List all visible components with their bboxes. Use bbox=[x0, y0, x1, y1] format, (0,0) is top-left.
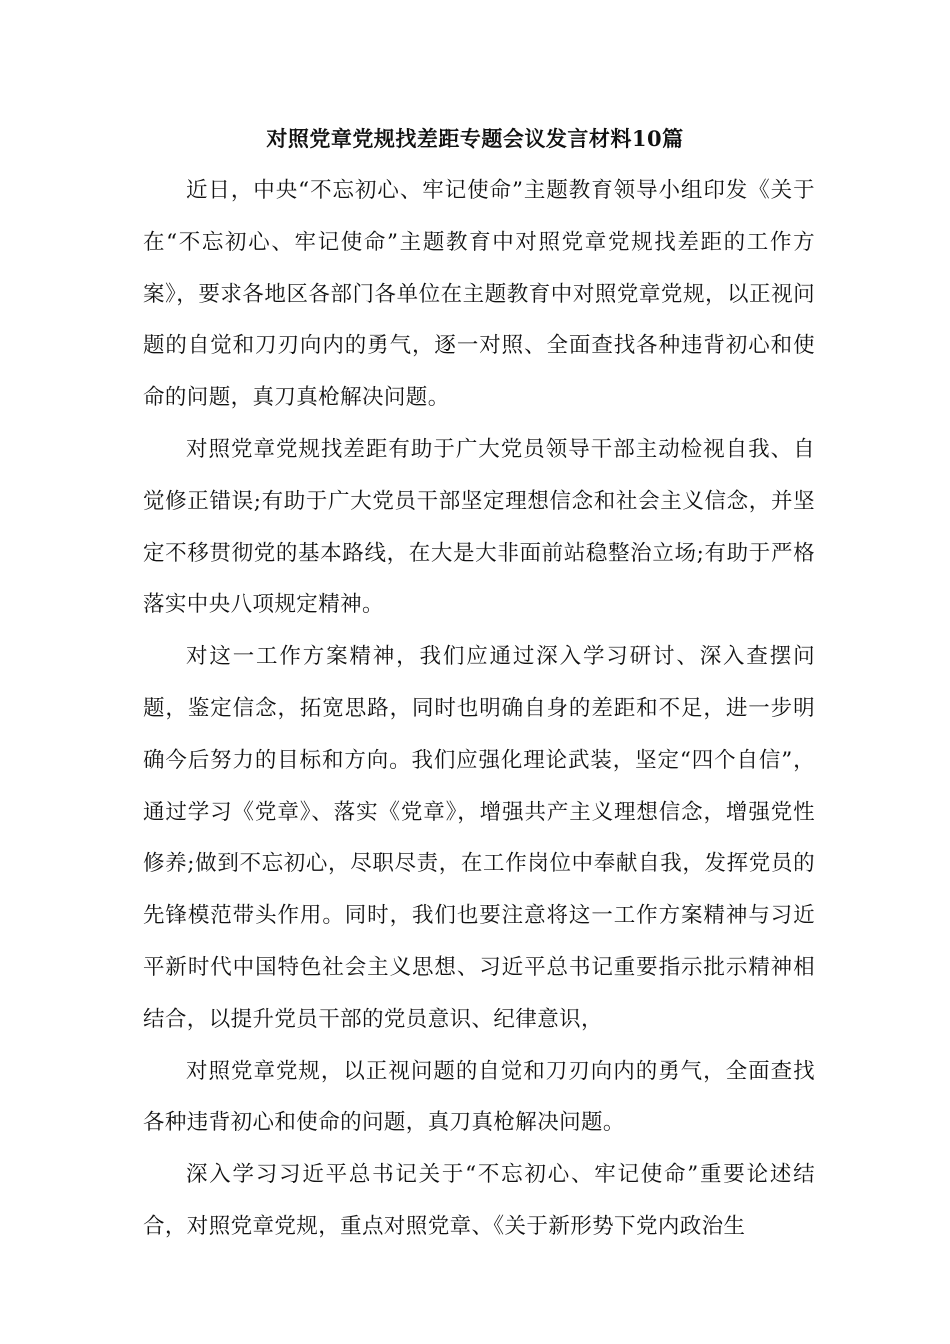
paragraph-1: 近日，中央“不忘初心、牢记使命”主题教育领导小组印发《关于在“不忘初心、牢记使命”主题教育中对照党章党规找差距的工作方案》，要求各地区各部门各单位在主题教育中对照党章党规，以正视问题的自觉和刀刃向内的勇气，逐一对照、全面查找各种违背初心和使命的问题，真刀真枪解决问题。 bbox=[143, 178, 815, 411]
document-body bbox=[143, 165, 815, 1253]
paragraph-5: 深入学习习近平总书记关于“不忘初心、牢记使命”重要论述结合，对照党章党规，重点对照党章、《关于新形势下党内政治生 bbox=[143, 1162, 815, 1239]
paragraph-3: 对这一工作方案精神，我们应通过深入学习研讨、深入查摆问题，鉴定信念，拓宽思路，同时也明确自身的差距和不足，进一步明确今后努力的目标和方向。我们应强化理论武装，坚定“四个自信”，通过学习《党章》、落实《党章》，增强共产主义理想信念，增强党性修养;做到不忘初心，尽职尽责，在工作岗位中奉献自我，发挥党员的先锋模范带头作用。同时，我们也要注意将这一工作方案精神与习近平新时代中国特色社会主义思想、习近平总书记重要指示批示精神相结合，以提升党员干部的党员意识、纪律意识， bbox=[143, 644, 815, 1032]
paragraph-4: 对照党章党规，以正视问题的自觉和刀刃向内的勇气，全面查找各种违背初心和使命的问题，真刀真枪解决问题。 bbox=[143, 1058, 815, 1136]
document-title: 对照党章党规找差距专题会议发言材料10篇 bbox=[266, 126, 684, 151]
paragraph-2: 对照党章党规找差距有助于广大党员领导干部主动检视自我、自觉修正错误;有助于广大党员干部坚定理想信念和社会主义信念，并坚定不移贯彻党的基本路线，在大是大非面前站稳整治立场;有助于严格落实中央八项规定精神。 bbox=[143, 436, 815, 618]
